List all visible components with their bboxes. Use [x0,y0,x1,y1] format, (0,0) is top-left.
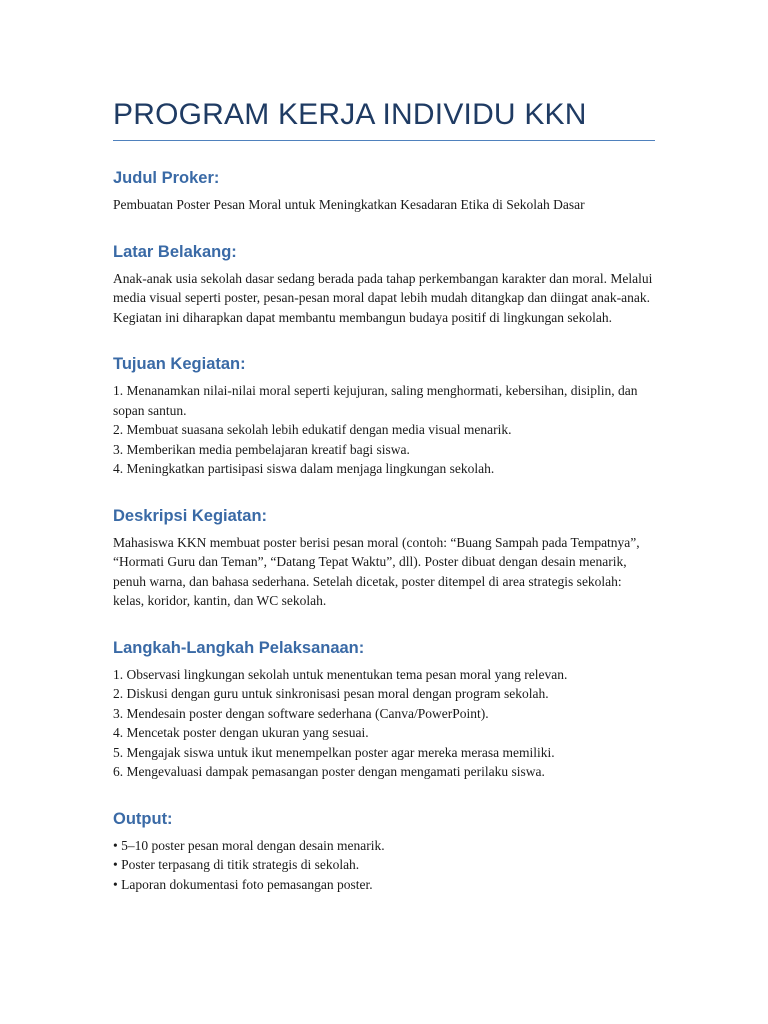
list-item: 1. Menanamkan nilai-nilai moral seperti kejujuran, saling menghormati, kebersihan, disiplin, dan sopan santun. [113,383,638,418]
list-item: 4. Mencetak poster dengan ukuran yang sesuai. [113,725,369,740]
section-heading-latar: Latar Belakang: [113,242,237,261]
section-text-latar: Anak-anak usia sekolah dasar sedang berada pada tahap perkembangan karakter dan moral. Melalui media visual seperti poster, pesan-pesan moral dapat lebih mudah ditangkap dan diingat anak-anak. Kegiatan ini diharapkan dapat membantu membangun budaya positif di lingkungan sekolah. [113,270,653,325]
tujuan-list [113,381,656,479]
list-item: • Laporan dokumentasi foto pemasangan poster. [113,876,373,892]
list-item: 3. Memberikan media pembelajaran kreatif bagi siswa. [113,441,410,457]
section-latar [113,241,656,328]
langkah-list [113,665,656,782]
document-title: PROGRAM KERJA INDIVIDU KKN [113,98,587,131]
list-item: 2. Diskusi dengan guru untuk sinkronisasi pesan moral dengan program sekolah. [113,686,549,701]
section-judul [113,167,656,215]
list-item: • 5–10 poster pesan moral dengan desain menarik. [113,837,385,853]
section-text-deskripsi: Mahasiswa KKN membuat poster berisi pesan moral (contoh: “Buang Sampah pada Tempatnya”, “Hormati Guru dan Teman”, “Datang Tepat Waktu”, dll). Poster dibuat dengan desain menarik, penuh warna, dan bahasa sederhana. Setelah dicetak, poster ditempel di area strategis sekolah: kelas, koridor, kantin, dan WC sekolah. [113,534,640,608]
list-item: 6. Mengevaluasi dampak pemasangan poster dengan mengamati perilaku siswa. [113,764,545,779]
section-output [113,808,656,895]
list-item: 1. Observasi lingkungan sekolah untuk menentukan tema pesan moral yang relevan. [113,666,568,682]
title-divider [113,140,655,141]
section-langkah [113,637,656,782]
list-item: 2. Membuat suasana sekolah lebih edukatif dengan media visual menarik. [113,422,512,437]
section-heading-judul: Judul Proker: [113,169,220,187]
list-item: 4. Meningkatkan partisipasi siswa dalam menjaga lingkungan sekolah. [113,461,495,476]
section-heading-langkah: Langkah-Langkah Pelaksanaan: [113,638,365,657]
section-text-judul: Pembuatan Poster Pesan Moral untuk Meningkatkan Kesadaran Etika di Sekolah Dasar [113,197,585,212]
section-heading-output: Output: [113,809,173,828]
output-list [113,836,656,895]
list-item: 3. Mendesain poster dengan software sederhana (Canva/PowerPoint). [113,705,489,721]
document-page [113,96,656,894]
section-heading-deskripsi: Deskripsi Kegiatan: [113,506,268,525]
list-item: 5. Mengajak siswa untuk ikut menempelkan poster agar mereka merasa memiliki. [113,744,555,760]
section-deskripsi [113,505,656,611]
section-tujuan [113,353,656,479]
section-heading-tujuan: Tujuan Kegiatan: [113,355,246,373]
list-item: • Poster terpasang di titik strategis di sekolah. [113,857,360,872]
